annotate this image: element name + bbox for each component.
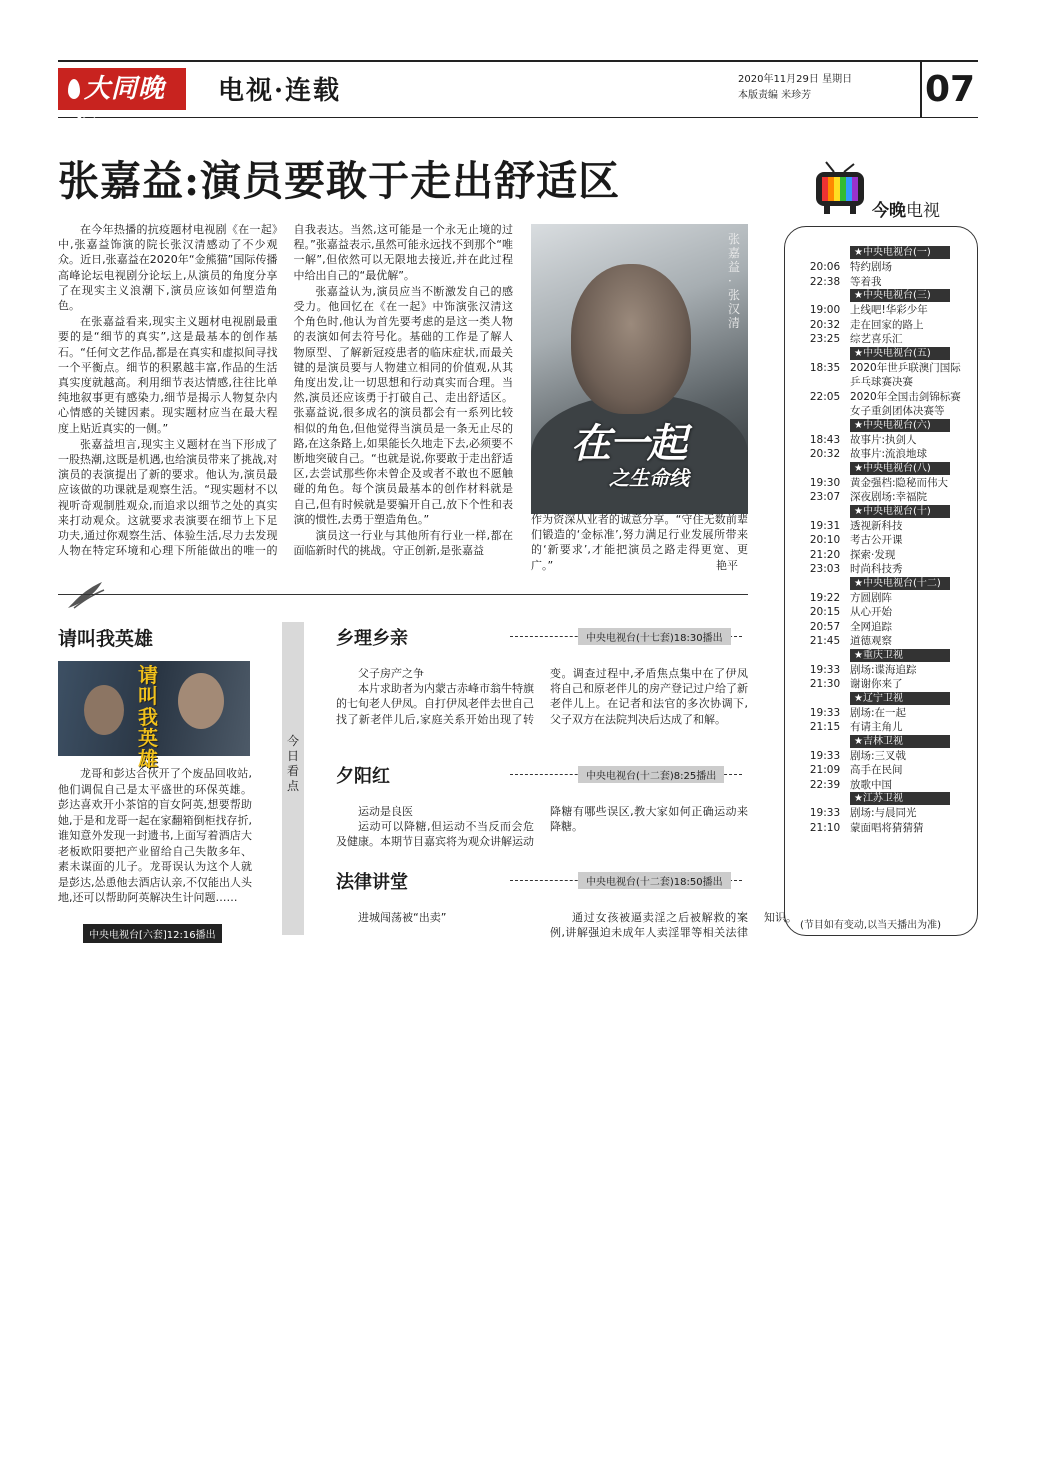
tv-listing-row [800,275,970,290]
tv-time: 19:33 [809,749,841,762]
tv-time: 21:20 [809,548,841,561]
tv-program-name: 剧场:谍海追踪 [850,663,917,676]
program-body [336,666,748,746]
tv-listing-row [800,821,970,836]
tv-program-name: 透视新科技 [850,519,903,532]
tv-program-name: 全网追踪 [850,620,892,633]
tv-time: 23:03 [809,563,841,575]
section-title: 电视·连载 [218,76,342,106]
tv-program-name: 故事片:执剑人 [850,433,917,446]
tv-listing-row [800,591,970,606]
program-description: 运动可以降糖,但运动不当反而会危及健康。本期节目嘉宾将为观众讲解运动降糖有哪些误区,教大家如何正确运动来降糖。 [336,805,748,849]
tv-listing-row [800,533,970,548]
tv-channel-header: ★中央电视台(八) [850,462,950,475]
tv-program-name: 剧场:在一起 [850,706,907,719]
tv-channel-header: ★中央电视台(十二) [850,577,950,590]
article-paragraph: 演员这一行业与其他所有行业一样,都在面临新时代的挑战。守正创新,是张嘉益 [293,529,513,558]
tv-program-name: 剧场:与晨同光 [850,807,917,819]
tv-icon [812,160,868,216]
tv-listing-row [800,361,970,390]
article-paragraph: 在今年热播的抗疫题材电视剧《在一起》中,张嘉益饰演的院长张汉清感动了不少观众。近日,张嘉益在2020年“金熊猫”国际传播高峰论坛电视剧分论坛上,从演员的角度分享了在现实主义浪潮下,演员应该如何塑造角色。 [58,223,278,313]
program-title: 法律讲堂 [336,872,408,893]
tv-channel-header: ★辽宁卫视 [850,692,950,705]
tv-program-name: 谢谢你来了 [850,678,903,690]
newspaper-logo: 大同晚报 [58,68,186,110]
tv-time: 21:10 [809,821,841,834]
hero-program-title: 请叫我英雄 [58,628,154,650]
tv-program-name: 综艺喜乐汇 [850,333,903,345]
program-description: 通过女孩被逼卖淫之后被解救的案例,讲解强迫未成年人卖淫罪等相关法律知识。 [550,911,797,940]
tv-listing-row [800,605,970,620]
tv-listing-note: (节目如有变动,以当天播出为准) [800,920,941,931]
tv-time: 22:39 [809,778,841,791]
tv-time: 20:10 [809,534,841,546]
tv-program-name: 方圆剧阵 [850,591,892,604]
issue-date: 2020年11月29日 星期日 [738,74,853,85]
tv-time: 19:33 [809,663,841,676]
tv-time: 22:38 [809,275,841,288]
issue-meta [738,72,852,104]
tv-listing-row [800,778,970,793]
tv-channel-header: ★重庆卫视 [850,649,950,662]
hero-program-photo [58,661,250,771]
tv-listing-row [800,663,970,678]
tv-listing-row [800,620,970,635]
tv-program-name: 深夜剧场:幸福院 [850,491,928,503]
article-tail [531,512,748,573]
tv-time: 18:43 [809,433,841,446]
tv-time: 19:30 [809,476,841,489]
tv-listing-row [800,548,970,563]
tv-listing-row [800,318,970,333]
photo-caption: 张嘉益·张汉清 [728,232,741,330]
program-subtitle: 进城闯荡被“出卖” [358,911,447,924]
tv-listing-row [800,490,970,505]
tv-program-name: 高手在民间 [850,764,903,776]
tv-program-name: 有请主角儿 [850,721,903,733]
tv-listing-row [800,763,970,778]
program-title: 乡理乡亲 [336,628,408,649]
tv-program-name: 考古公开课 [850,534,903,546]
tv-time: 19:33 [809,706,841,719]
actor-photo [531,224,748,496]
tv-program-name: 放歌中国 [850,778,892,791]
program-broadcast-tag: 中央电视台(十七套)18:30播出 [578,628,731,645]
tv-channel-header: ★中央电视台(三) [850,289,950,302]
article-paragraph: 在张嘉益看来,现实主义题材电视剧最重要的是“细节的真实”,这是最基本的创作基石。“任何文艺作品,都是在真实和虚拟间寻找一个平衡点。细节的积累越丰富,作品的生活真实度就越高。利用细节表达情感,往往比单纯地叙事更有感染力,细节是揭示人物复杂内心情感的关键因素。现实题材应当在最大程度上贴近真实的一侧。” [58,315,278,435]
tv-program-name: 时尚科技秀 [850,563,903,575]
tv-time: 23:25 [809,333,841,345]
tv-listing-row [800,634,970,649]
tv-time: 19:31 [809,519,841,532]
tv-listing-row [800,562,970,577]
drama-subtitle-overlay: 之生命线 [609,466,689,490]
tv-time: 23:07 [809,491,841,503]
tv-listing [800,246,970,835]
tv-time: 21:45 [809,635,841,647]
program-broadcast-tag: 中央电视台(十二套)18:50播出 [578,872,731,889]
tv-program-name: 2020年世乒联澳门国际乒乓球赛决赛 [850,361,961,388]
program-subtitle: 父子房产之争 [358,667,424,680]
tv-listing-heading: 今晚电视 [872,201,940,221]
byline: 艳平 [716,558,738,572]
article-paragraph: 张嘉益认为,演员应当不断激发自己的感受力。他回忆在《在一起》中饰演张汉清这个角色时,他认为首先要考虑的是这一类人物的表演如何去符号化。基础的工作是了解人物原型、了解新冠疫患者的临床症状,而最关键的是演员要与人物建立相同的价值观,从其角度出发,让一切思想和行动真实而合理。当然,演员还应该勇于打破自己、走出舒适区。张嘉益说,很多成名的演员都会有一系列比较相似的角色,但他觉得当演员是一条无止尽的路,在这条路上,如果能长久地走下去,必须要不断地突破自己。“也就是说,你要敢于走出舒适区,去尝试那些你未曾企及或者不敢也不愿触碰的角色。每个演员最基本的创作材料就是自己,但有时候就是要骗开自己,放下个性和表演的惯性,去勇于塑造角色。” [293,284,513,526]
feather-icon [66,580,106,610]
tv-listing-row [800,390,970,419]
program-broadcast-tag: 中央电视台(十二套)8:25播出 [578,766,724,783]
tv-program-name: 特约剧场 [850,261,892,273]
tv-channel-header: ★吉林卫视 [850,735,950,748]
today-highlights-bar [282,622,304,935]
tv-time: 19:22 [809,591,841,604]
tv-listing-row [800,433,970,448]
tv-time: 20:32 [809,448,841,460]
tv-time: 19:00 [809,304,841,316]
section-divider [58,594,748,595]
today-highlights-label: 今日看点 [286,734,299,793]
flame-icon [68,79,80,99]
tv-listing-row [800,332,970,347]
tv-time: 21:09 [809,764,841,776]
tv-listing-row [800,706,970,721]
program-body [336,804,748,852]
program-body [336,910,797,942]
tv-channel-header: ★中央电视台(一) [850,246,950,259]
tv-listing-row [800,476,970,491]
tv-program-name: 2020年全国击剑锦标赛女子重剑团体决赛等 [850,390,961,417]
program-title: 夕阳红 [336,766,390,787]
article-paragraph: 张嘉益坦言,现实主义题材在当下形成了一股热潮,这既是机遇,也给演员带来了挑战,对演员的表演提出了新的要求。他认为,演员最应该做的功课就是观察生活。“现实题材不以视听奇观制胜观众,而追求以细节之处的真实来打动观众。这就要求表演要在细节上下足功夫,通过你观察生活、体验生活,尽力去发现人物在特定环境和心理下所能做出的唯一的自我表达。当然,这可能是一个永无止境的过程。”张嘉益表示,虽然可能永远找不到那个“唯一解”,但依然可以无限地去接近,并在此过程中给出自己的“最优解”。 [58,223,513,558]
drama-title-overlay: 在一起 [571,420,685,467]
tv-channel-header: ★江苏卫视 [850,792,950,805]
tv-time: 21:30 [809,678,841,690]
page-number: 07 [920,62,978,118]
tv-channel-header: ★中央电视台(五) [850,347,950,360]
tv-listing-row [800,806,970,821]
tv-time: 20:06 [809,261,841,273]
tv-time: 20:15 [809,606,841,618]
tv-program-name: 探索·发现 [850,548,896,561]
program-subtitle: 运动是良医 [358,805,413,818]
hero-program-synopsis: 龙哥和彭达合伙开了个废品回收站,他们调侃自己是太平盛世的环保英雄。彭达喜欢开小茶馆的盲女阿英,想要帮助她,于是和龙哥一起在家翻箱倒柜找存折,谁知意外发现一封遗书,上面写着酒店大老板欧阳要把产业留给自己失散多年、素未谋面的儿子。龙哥误认为这个人就是彭达,怂恿他去酒店认亲,不仅能出人头地,还可以帮助阿英解决生计问题…… [58,767,252,904]
tv-program-name: 故事片:流浪地球 [850,448,928,460]
page-editor: 本版责编 米珍芳 [738,90,812,101]
tv-listing-row [800,260,970,275]
headline: 张嘉益:演员要敢于走出舒适区 [58,157,621,205]
masthead [58,60,978,146]
tv-program-name: 等着我 [850,275,882,288]
tv-listing-row [800,447,970,462]
hero-broadcast-badge: 中央电视台[六套]12:16播出 [83,924,222,943]
tv-time: 19:33 [809,807,841,819]
tv-channel-header: ★中央电视台(十) [850,505,950,518]
main-article [58,222,513,577]
tv-time: 20:57 [809,620,841,633]
tv-program-name: 道德观察 [850,635,892,647]
tv-listing-row [800,749,970,764]
tv-listing-row [800,303,970,318]
tv-listing-row [800,720,970,735]
tv-time: 22:05 [809,390,841,403]
tv-time: 21:15 [809,721,841,733]
tv-program-name: 上线吧!华彩少年 [850,304,928,316]
tv-program-name: 黄金强档:隐秘而伟大 [850,476,949,489]
tv-program-name: 从心开始 [850,606,892,618]
program-description: 本片求助者为内蒙古赤峰市翁牛特旗的七旬老人伊凤。自打伊凤老伴去世自己找了新老伴儿后,家庭关系开始出现了转变。调查过程中,矛盾焦点集中在了伊凤将自己和原老伴儿的房产登记过户给了新老伴儿上。在记者和法官的多次协调下,父子双方在法院判决后达成了和解。 [336,667,748,726]
tv-program-name: 走在回家的路上 [850,318,924,331]
tv-program-name: 蒙面唱将猜猜猜 [850,821,924,834]
tv-program-name: 剧场:三叉戟 [850,749,907,762]
tv-channel-header: ★中央电视台(六) [850,419,950,432]
tv-time: 18:35 [809,361,841,374]
tv-time: 20:32 [809,318,841,331]
tv-listing-row [800,519,970,534]
tv-listing-row [800,677,970,692]
hero-photo-overlay: 请叫我英雄 [138,663,158,771]
article-tail-text: 作为资深从业者的诚意分享。“守住无数前辈们锻造的‘金标准’,努力满足行业发展所带来的‘新要求’,才能把演员之路走得更宽、更广。” [531,513,748,572]
